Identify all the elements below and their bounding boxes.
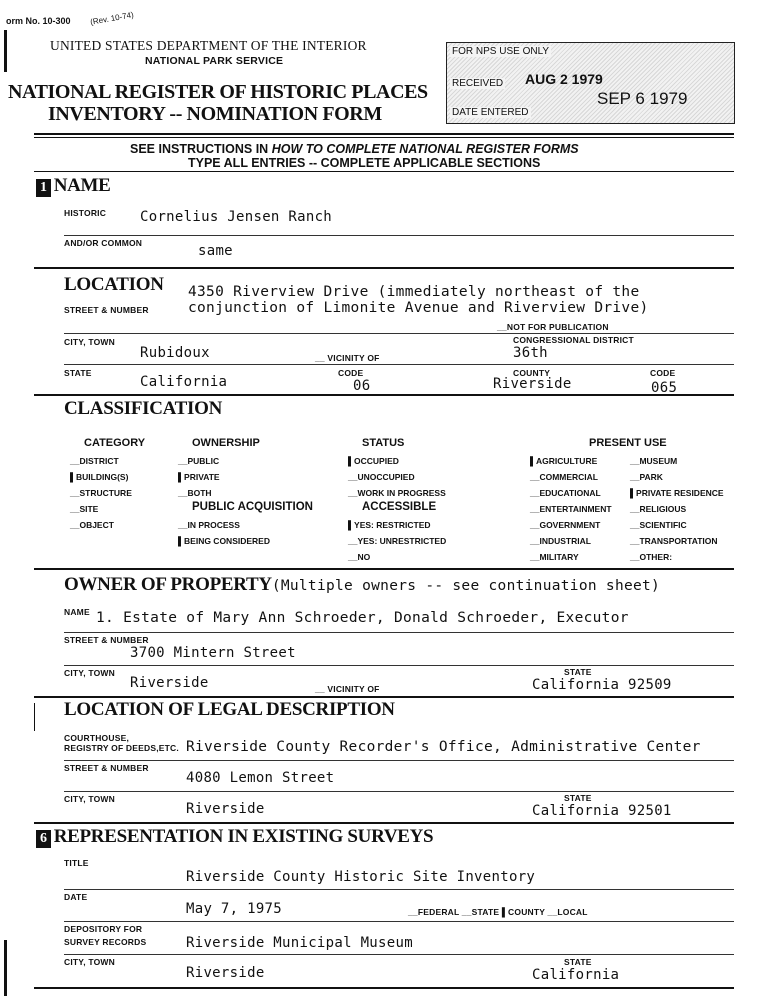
- legal-street-field[interactable]: 4080 Lemon Street: [186, 770, 335, 786]
- location-state-field[interactable]: California: [140, 374, 228, 390]
- status-work-in-progress-checkbox[interactable]: __WORK IN PROGRESS: [348, 488, 446, 498]
- status-unoccupied-checkbox[interactable]: __UNOCCUPIED: [348, 472, 415, 482]
- department-name: UNITED STATES DEPARTMENT OF THE INTERIOR: [50, 38, 367, 53]
- survey-state-field[interactable]: California: [532, 967, 620, 983]
- divider: [34, 137, 734, 138]
- congressional-district-label: CONGRESSIONAL DISTRICT: [513, 335, 634, 345]
- use-park-checkbox[interactable]: __PARK: [630, 472, 663, 482]
- location-county-field[interactable]: Riverside: [493, 376, 572, 392]
- form-subtitle: INVENTORY -- NOMINATION FORM: [48, 103, 382, 125]
- ownership-public-checkbox[interactable]: __PUBLIC: [178, 456, 220, 466]
- location-street-line-1[interactable]: 4350 Riverview Drive (immediately northeast of the: [188, 284, 640, 300]
- field-line: [64, 364, 734, 365]
- nps-use-only-box: [446, 42, 735, 124]
- use-religious-checkbox[interactable]: __RELIGIOUS: [630, 504, 687, 514]
- owner-state-label: STATE: [564, 667, 592, 677]
- category-district-checkbox[interactable]: __DISTRICT: [70, 456, 119, 466]
- date-entered-stamp: SEP 6 1979: [597, 89, 688, 108]
- common-name-field[interactable]: same: [198, 243, 233, 259]
- location-city-label: CITY, TOWN: [64, 337, 115, 347]
- location-county-code-field[interactable]: 065: [651, 380, 678, 396]
- owner-city-field[interactable]: Riverside: [130, 675, 209, 691]
- margin-mark: [4, 30, 7, 72]
- accessible-header: ACCESSIBLE: [362, 501, 437, 513]
- margin-mark: [4, 940, 7, 996]
- category-structure-checkbox[interactable]: __STRUCTURE: [70, 488, 132, 498]
- ownership-both-checkbox[interactable]: __BOTH: [178, 488, 212, 498]
- status-occupied-checkbox[interactable]: ▌OCCUPIED: [348, 456, 399, 466]
- use-industrial-checkbox[interactable]: __INDUSTRIAL: [530, 536, 591, 546]
- margin-mark: [34, 703, 35, 731]
- owner-vicinity-checkbox[interactable]: __ VICINITY OF: [315, 684, 380, 694]
- owner-name-field[interactable]: 1. Estate of Mary Ann Schroeder, Donald Schroeder, Executor: [96, 610, 629, 626]
- divider: [34, 987, 734, 989]
- divider: [34, 394, 734, 396]
- location-street-label: STREET & NUMBER: [64, 305, 149, 315]
- location-county-code-label: CODE: [650, 368, 676, 378]
- use-agriculture-checkbox[interactable]: ▌AGRICULTURE: [530, 456, 598, 466]
- field-line: [64, 921, 734, 922]
- acquisition-being-considered-checkbox[interactable]: ▌BEING CONSIDERED: [178, 536, 270, 546]
- instructions-line-2: TYPE ALL ENTRIES -- COMPLETE APPLICABLE SECTIONS: [188, 156, 541, 170]
- historic-label: HISTORIC: [64, 208, 107, 218]
- location-city-field[interactable]: Rubidoux: [140, 345, 210, 361]
- use-entertainment-checkbox[interactable]: __ENTERTAINMENT: [530, 504, 612, 514]
- survey-date-field[interactable]: May 7, 1975: [186, 901, 283, 917]
- accessible-unrestricted-checkbox[interactable]: __YES: UNRESTRICTED: [348, 536, 447, 546]
- divider: [34, 696, 734, 698]
- use-transportation-checkbox[interactable]: __TRANSPORTATION: [630, 536, 718, 546]
- service-name: NATIONAL PARK SERVICE: [145, 55, 284, 67]
- section-legal-heading: LOCATION OF LEGAL DESCRIPTION: [64, 699, 395, 720]
- location-street-line-2[interactable]: conjunction of Limonite Avenue and Riverview Drive): [188, 300, 649, 316]
- field-line: [64, 632, 734, 633]
- not-for-publication-checkbox[interactable]: __NOT FOR PUBLICATION: [497, 322, 609, 332]
- legal-state-field[interactable]: California 92501: [532, 803, 672, 819]
- legal-street-label: STREET & NUMBER: [64, 763, 149, 773]
- survey-city-label: CITY, TOWN: [64, 957, 115, 967]
- accessible-no-checkbox[interactable]: __NO: [348, 552, 371, 562]
- survey-state-label: STATE: [564, 957, 592, 967]
- section-location-heading: LOCATION: [64, 274, 164, 295]
- location-code-field[interactable]: 06: [353, 378, 371, 394]
- public-acquisition-header: PUBLIC ACQUISITION: [192, 501, 313, 513]
- use-government-checkbox[interactable]: __GOVERNMENT: [530, 520, 601, 530]
- form-revision: (Rev. 10-74): [89, 10, 135, 27]
- use-museum-checkbox[interactable]: __MUSEUM: [630, 456, 678, 466]
- present-use-header: PRESENT USE: [589, 437, 667, 449]
- field-line: [64, 791, 734, 792]
- legal-city-field[interactable]: Riverside: [186, 801, 265, 817]
- legal-state-label: STATE: [564, 793, 592, 803]
- owner-street-label: STREET & NUMBER: [64, 635, 149, 645]
- congressional-district-field[interactable]: 36th: [513, 345, 548, 361]
- legal-city-label: CITY, TOWN: [64, 794, 115, 804]
- nps-box-label: FOR NPS USE ONLY: [452, 46, 550, 57]
- field-line: [64, 889, 734, 890]
- acquisition-in-process-checkbox[interactable]: __IN PROCESS: [178, 520, 240, 530]
- use-other-checkbox[interactable]: __OTHER:: [630, 552, 673, 562]
- owner-name-label: NAME: [64, 607, 90, 617]
- field-line: [64, 665, 734, 666]
- field-line: [64, 235, 734, 236]
- ownership-private-checkbox[interactable]: ▌PRIVATE: [178, 472, 220, 482]
- form-number: orm No. 10-300: [6, 16, 71, 26]
- use-private-residence-checkbox[interactable]: ▌PRIVATE RESIDENCE: [630, 488, 724, 498]
- courthouse-label: COURTHOUSE,: [64, 733, 130, 743]
- divider: [34, 133, 734, 135]
- location-code-label: CODE: [338, 368, 364, 378]
- field-line: [64, 333, 734, 334]
- survey-city-field[interactable]: Riverside: [186, 965, 265, 981]
- use-military-checkbox[interactable]: __MILITARY: [530, 552, 579, 562]
- owner-street-field[interactable]: 3700 Mintern Street: [130, 645, 296, 661]
- survey-level-checkboxes[interactable]: __FEDERAL __STATE ▌COUNTY __LOCAL: [408, 907, 588, 917]
- category-header: CATEGORY: [84, 437, 146, 449]
- survey-title-label: TITLE: [64, 858, 89, 868]
- location-county-label: COUNTY: [513, 368, 551, 378]
- owner-city-label: CITY, TOWN: [64, 668, 115, 678]
- date-entered-label: DATE ENTERED: [452, 107, 529, 118]
- divider: [34, 171, 734, 172]
- category-site-checkbox[interactable]: __SITE: [70, 504, 99, 514]
- historic-name-field[interactable]: Cornelius Jensen Ranch: [140, 209, 333, 225]
- location-state-label: STATE: [64, 368, 92, 378]
- received-stamp: AUG 2 1979: [525, 71, 603, 87]
- location-vicinity-checkbox[interactable]: __ VICINITY OF: [315, 353, 380, 363]
- received-label: RECEIVED: [452, 78, 504, 89]
- field-line: [64, 760, 734, 761]
- survey-date-label: DATE: [64, 892, 88, 902]
- status-header: STATUS: [362, 437, 405, 449]
- field-line: [64, 954, 734, 955]
- section-surveys-heading: 6 REPRESENTATION IN EXISTING SURVEYS: [36, 826, 433, 848]
- divider: [34, 822, 734, 824]
- depository-label-2: SURVEY RECORDS: [64, 937, 147, 947]
- depository-label-1: DEPOSITORY FOR: [64, 924, 143, 934]
- form-title: NATIONAL REGISTER OF HISTORIC PLACES: [8, 81, 428, 103]
- ownership-header: OWNERSHIP: [192, 437, 260, 449]
- section-name-heading: 1 NAME: [36, 175, 111, 197]
- divider: [34, 568, 734, 570]
- registry-field[interactable]: Riverside County Recorder's Office, Administrative Center: [186, 739, 701, 755]
- use-scientific-checkbox[interactable]: __SCIENTIFIC: [630, 520, 687, 530]
- depository-field[interactable]: Riverside Municipal Museum: [186, 935, 413, 951]
- use-commercial-checkbox[interactable]: __COMMERCIAL: [530, 472, 599, 482]
- common-name-label: AND/OR COMMON: [64, 238, 143, 248]
- use-educational-checkbox[interactable]: __EDUCATIONAL: [530, 488, 601, 498]
- instructions-line-1: SEE INSTRUCTIONS IN HOW TO COMPLETE NATIONAL REGISTER FORMS: [130, 142, 579, 156]
- owner-state-field[interactable]: California 92509: [532, 677, 672, 693]
- divider: [34, 267, 734, 269]
- section-owner-heading: OWNER OF PROPERTY(Multiple owners -- see continuation sheet): [64, 574, 661, 595]
- accessible-restricted-checkbox[interactable]: ▌YES: RESTRICTED: [348, 520, 431, 530]
- category-buildings-checkbox[interactable]: ▌BUILDING(S): [70, 472, 129, 482]
- survey-title-field[interactable]: Riverside County Historic Site Inventory: [186, 869, 536, 885]
- registry-label: REGISTRY OF DEEDS,ETC.: [64, 743, 179, 753]
- section-classification-heading: CLASSIFICATION: [64, 398, 223, 419]
- category-object-checkbox[interactable]: __OBJECT: [70, 520, 114, 530]
